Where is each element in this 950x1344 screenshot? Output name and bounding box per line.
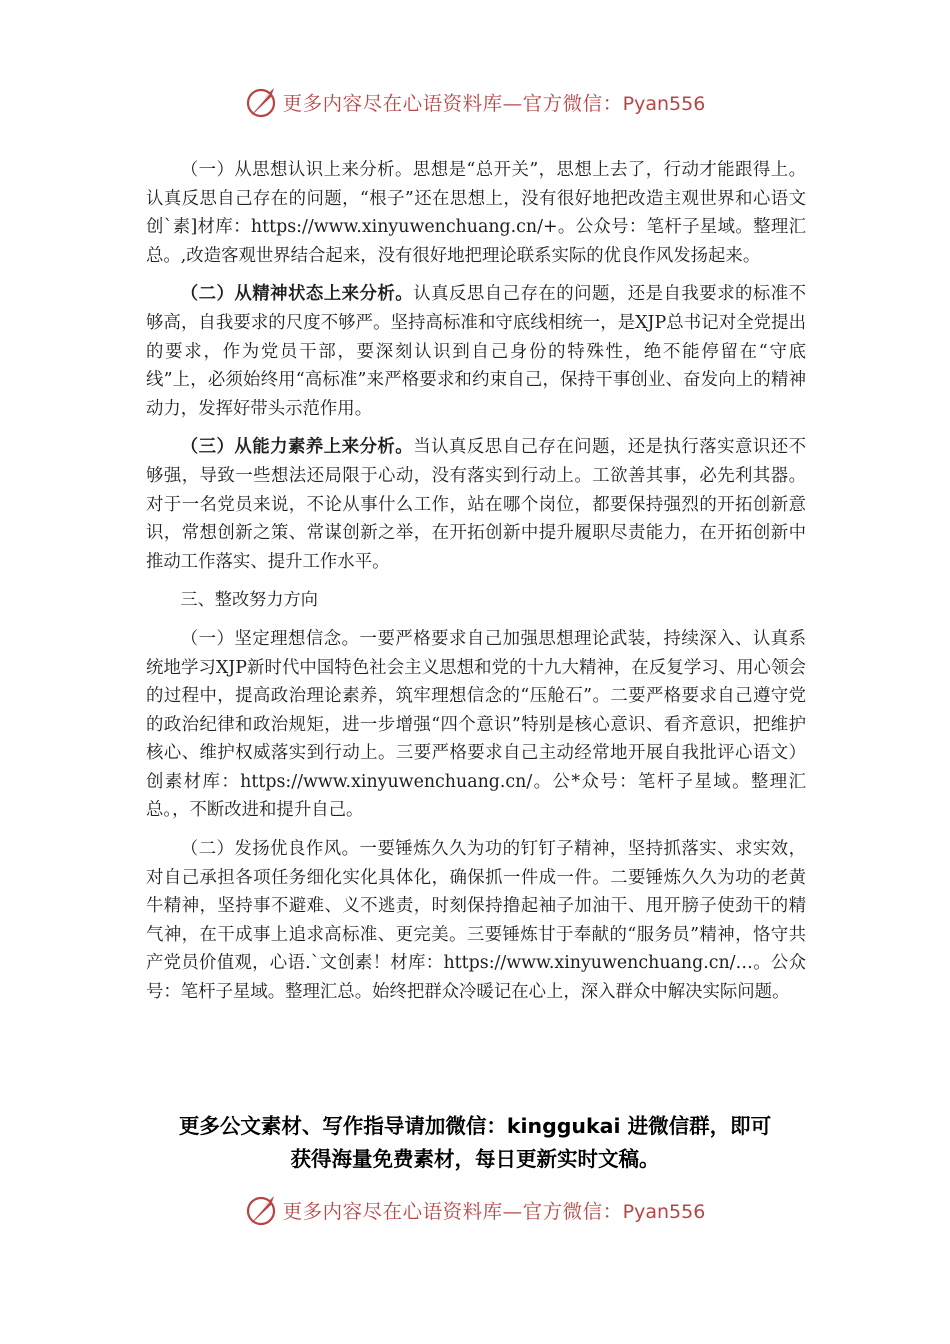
paragraph-3-lead: （三）从能力素养上来分析。	[180, 437, 414, 458]
paragraph-2: （二）从精神状态上来分析。认真反思自己存在的问题，还是自我要求的标准不够高，自我要求的尺度不够严。坚持高标准和守底线相统一，是XJP总书记对全党提出的要求，作为党员干部，要深刻认识到自己身份的特殊性，绝不能停留在“守底线”上，必须始终用“高标准”来严格要求和约束自己，保持干事创业、奋发向上的精神动力，发挥好带头示范作用。	[146, 284, 806, 419]
paragraph-4: （一）坚定理想信念。一要严格要求自己加强思想理论武装，持续深入、认真系统地学习XJP新时代中国特色社会主义思想和党的十九大精神，在反复学习、用心领会的过程中，提高政治理论素养，筑牢理想信念的“压舱石”。二要严格要求自己遵守党的政治纪律和政治规矩，进一步增强“四个意识”特别是核心意识、看齐意识，把维护核心、维护权威落实到行动上。三要严格要求自己主动经常地开展自我批评心语文）创素材库：https://www.xinyuwenchuang.cn/。公*众号：笔杆子星域。整理汇总。，不断改进和提升自己。	[146, 628, 806, 821]
banner-text: 更多内容尽在心语资料库—官方微信：Pyan556	[282, 92, 706, 115]
document-body	[146, 156, 806, 1017]
footer-banner	[0, 1188, 950, 1232]
paragraph-1: （一）从思想认识上来分析。思想是“总开关”，思想上去了，行动才能跟得上。认真反思自己存在的问题，“根子”还在思想上，没有很好地把改造主观世界和心语文创`素]材库：https://www.xinyuwenchuang.cn/+。公众号：笔杆子星域。整理汇总。,改造客观世界结合起来，没有很好地把理论联系实际的优良作风发扬起来。	[146, 160, 806, 266]
header-banner	[0, 80, 950, 124]
section-heading: 三、整改努力方向	[180, 590, 318, 611]
quill-logo-icon	[245, 85, 279, 119]
wechat-id: Pyan556	[622, 93, 706, 115]
paragraph-2-lead: （二）从精神状态上来分析。	[180, 284, 414, 305]
paragraph-3: （三）从能力素养上来分析。当认真反思自己存在问题，还是执行落实意识还不够强，导致一些想法还局限于心动，没有落实到行动上。工欲善其事，必先利其器。对于一名党员来说，不论从事什么工作，站在哪个岗位，都要保持强烈的开拓创新意识，常想创新之策、常谋创新之举，在开拓创新中提升履职尽责能力，在开拓创新中推动工作落实、提升工作水平。	[146, 437, 806, 572]
promo-line-1: 更多公文素材、写作指导请加微信：kinggukai 进微信群，即可	[178, 1114, 772, 1138]
promo-notice	[0, 1110, 950, 1176]
quill-logo-icon	[245, 1193, 279, 1227]
wechat-id: Pyan556	[622, 1201, 706, 1223]
promo-line-2: 获得海量免费素材，每日更新实时文稿。	[290, 1147, 660, 1171]
banner-text: 更多内容尽在心语资料库—官方微信：Pyan556	[282, 1200, 706, 1223]
paragraph-5: （二）发扬优良作风。一要锤炼久久为功的钉钉子精神，坚持抓落实、求实效，对自己承担各项任务细化实化具体化，确保抓一件成一件。二要锤炼久久为功的老黄牛精神，坚持事不避难、义不逃责，时刻保持撸起袖子加油干、甩开膀子使劲干的精气神，在干成事上追求高标准、更完美。三要锤炼甘于奉献的“服务员”精神，恪守共产党员价值观，心语.`文创素！材库：https://www.xinyuwenchuang.cn/…。公众号：笔杆子星域。整理汇总。始终把群众冷暖记在心上，深入群众中解决实际问题。	[146, 839, 806, 1003]
